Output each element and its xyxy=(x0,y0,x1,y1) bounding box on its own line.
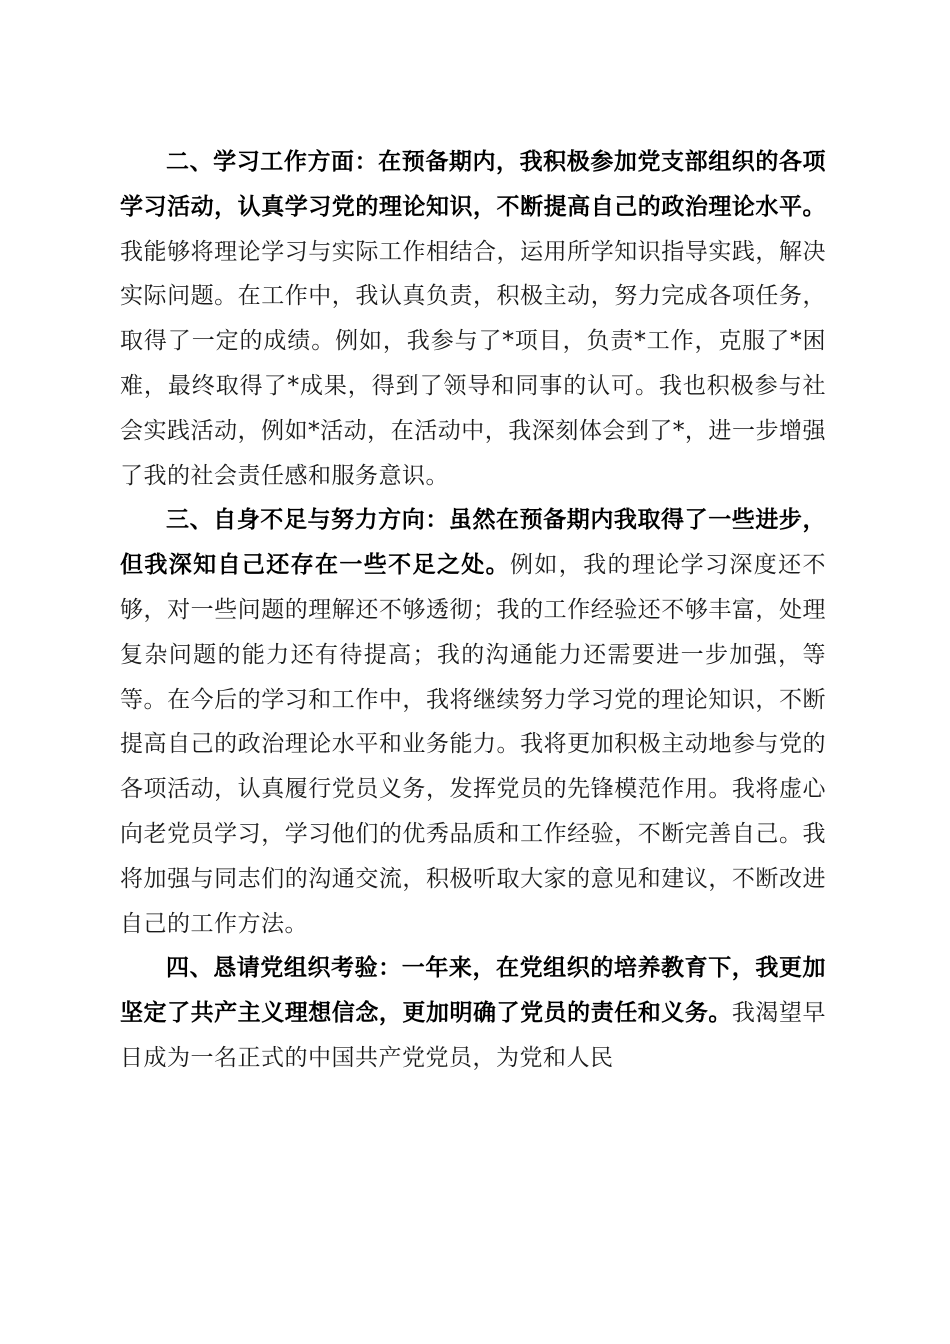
paragraph-shortcomings xyxy=(120,498,826,946)
paragraph-text-shortcomings: 例如，我的理论学习深度还不够，对一些问题的理解还不够透彻；我的工作经验还不够丰富，处理复杂问题的能力还有待提高；我的沟通能力还需要进一步加强，等等。在今后的学习和工作中，我将继续努力学习党的理论知识，不断提高自己的政治理论水平和业务能力。我将更加积极主动地参与党的各项活动，认真履行党员义务，发挥党员的先锋模范作用。我将虚心向老党员学习，学习他们的优秀品质和工作经验，不断完善自己。我将加强与同志们的沟通交流，积极听取大家的意见和建议，不断改进自己的工作方法。 xyxy=(120,552,826,937)
paragraph-lead-request-review: 四、恳请党组织考验：一年来，在党组织的培养教育下，我更加坚定了共产主义理想信念，更加明确了党员的责任和义务。 xyxy=(120,955,826,1027)
paragraph-request-review xyxy=(120,946,826,1080)
paragraph-lead-shortcomings: 三、自身不足与努力方向：虽然在预备期内我取得了一些进步，但我深知自己还存在一些不足之处。 xyxy=(120,507,826,579)
paragraph-text-study-work: 我能够将理论学习与实际工作相结合，运用所学知识指导实践，解决实际问题。在工作中，我认真负责，积极主动，努力完成各项任务，取得了一定的成绩。例如，我参与了*项目，负责*工作，克服了*困难，最终取得了*成果，得到了领导和同事的认可。我也积极参与社会实践活动，例如*活动，在活动中，我深刻体会到了*，进一步增强了我的社会责任感和服务意识。 xyxy=(120,238,826,489)
paragraph-text-request-review: 我渴望早日成为一名正式的中国共产党党员，为党和人民 xyxy=(120,1000,827,1071)
paragraph-study-work xyxy=(120,140,826,498)
paragraph-lead-study-work: 二、学习工作方面：在预备期内，我积极参加党支部组织的各项学习活动，认真学习党的理论知识，不断提高自己的政治理论水平。 xyxy=(120,149,826,220)
document-body xyxy=(120,140,826,1081)
